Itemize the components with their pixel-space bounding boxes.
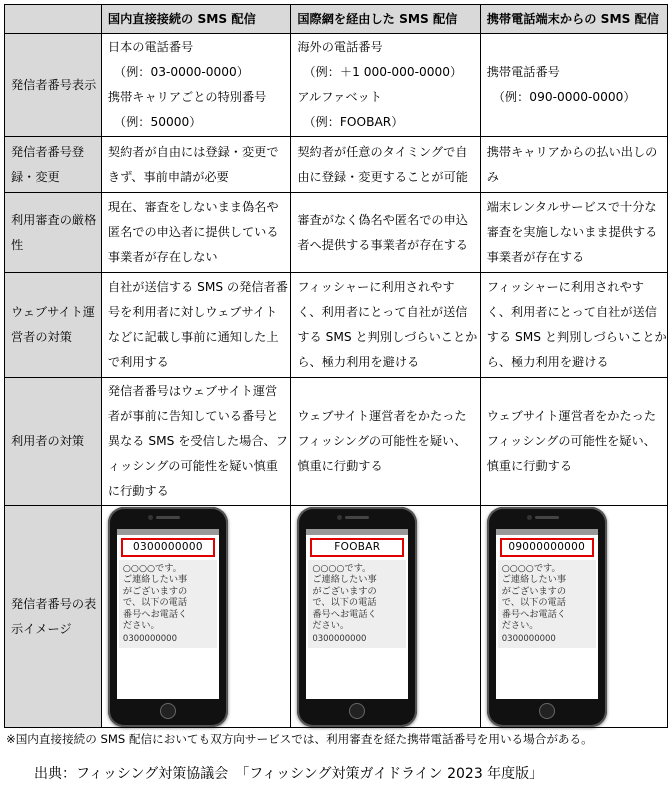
table-cell: ウェブサイト運営者をかたった フィッシングの可能性を疑い、 慎重に行動する — [291, 378, 480, 506]
table-cell: 自社が送信する SMS の発信者番 号を利用者に対しウェブサイト などに記載し事前に通知した上 で利用する — [101, 273, 290, 378]
message-phone-number: 0300000000 — [501, 633, 556, 644]
message-phone-number: 0300000000 — [122, 633, 177, 644]
table-cell: 契約者が自由には登録・変更で きず、事前申請が必要 — [101, 137, 290, 193]
phone-screen — [306, 529, 408, 699]
smartphone-image — [487, 507, 607, 727]
speaker-slot — [535, 516, 559, 519]
table-cell: 審査がなく偽名や匿名での申込 者へ提供する事業者が存在する — [291, 193, 480, 273]
home-button-icon — [349, 703, 365, 719]
row-label: 発信者番号の表 示イメージ — [5, 506, 102, 728]
table-cell: ウェブサイト運営者をかたった フィッシングの可能性を疑い、 慎重に行動する — [480, 378, 667, 506]
corner-header — [5, 5, 102, 34]
row-label: 発信者番号登 録・変更 — [5, 137, 102, 193]
status-bar — [306, 529, 408, 535]
camera-dot — [148, 515, 153, 520]
table-cell: 携帯電話番号 （例：090-0000-0000） — [480, 34, 667, 137]
camera-dot — [337, 515, 342, 520]
table-cell: 現在、審査をしないまま偽名や 匿名での申込者に提供している 事業者が存在しない — [101, 193, 290, 273]
header-international: 国際網を経由した SMS 配信 — [291, 5, 480, 34]
header-row — [5, 5, 668, 34]
phone-cell — [101, 506, 290, 728]
source-citation: 出典：フィッシング対策協議会 「フィッシング対策ガイドライン 2023 年度版」 — [34, 766, 544, 782]
table-row — [5, 378, 668, 506]
smartphone-image — [297, 507, 417, 727]
message-phone-number: 0300000000 — [312, 633, 367, 644]
sender-id-box: 09000000000 — [500, 538, 594, 557]
sms-message: ○○○○です。 ご連絡したい事 がございますの で、以下の電話 番号へお電話く ださい。 0300000000 — [498, 560, 596, 649]
table-cell: フィッシャーに利用されやす く、利用者にとって自社が送信 する SMS と判別しづらいことか ら、極力利用を避ける — [291, 273, 480, 378]
table-cell: 端末レンタルサービスで十分な 審査を実施しないまま提供する 事業者が存在する — [480, 193, 667, 273]
phone-cell — [291, 506, 480, 728]
home-button-icon — [160, 703, 176, 719]
sender-id-box: 0300000000 — [121, 538, 215, 557]
footnote: ※国内直接接続の SMS 配信においても双方向サービスでは、利用審査を経た携帯電話番号を用いる場合がある。 — [6, 732, 593, 746]
sender-id-box: FOOBAR — [310, 538, 404, 557]
sms-message: ○○○○です。 ご連絡したい事 がございますの で、以下の電話 番号へお電話く ださい。 0300000000 — [308, 560, 406, 649]
phone-cell — [480, 506, 667, 728]
comparison-table — [4, 4, 668, 728]
table-cell: 発信者番号はウェブサイト運営 者が事前に告知している番号と 異なる SMS を受信した場合、フ ィッシングの可能性を疑い慎重 に行動する — [101, 378, 290, 506]
status-bar — [117, 529, 219, 535]
table-row-image — [5, 506, 668, 728]
phone-screen — [496, 529, 598, 699]
table-cell: 契約者が任意のタイミングで自 由に登録・変更することが可能 — [291, 137, 480, 193]
table-row — [5, 193, 668, 273]
table-cell: 海外の電話番号 （例：＋1 000-000-0000） アルファベット （例：FOOBAR） — [291, 34, 480, 137]
row-label: ウェブサイト運 営者の対策 — [5, 273, 102, 378]
speaker-slot — [345, 516, 369, 519]
row-label: 利用者の対策 — [5, 378, 102, 506]
home-button-icon — [539, 703, 555, 719]
camera-dot — [527, 515, 532, 520]
table-row — [5, 34, 668, 137]
sms-message: ○○○○です。 ご連絡したい事 がございますの で、以下の電話 番号へお電話く ださい。 0300000000 — [119, 560, 217, 649]
row-label: 利用審査の厳格 性 — [5, 193, 102, 273]
status-bar — [496, 529, 598, 535]
header-domestic: 国内直接接続の SMS 配信 — [101, 5, 290, 34]
table-row — [5, 273, 668, 378]
table-cell: フィッシャーに利用されやす く、利用者にとって自社が送信 する SMS と判別しづらいことか ら、極力利用を避ける — [480, 273, 667, 378]
smartphone-image — [108, 507, 228, 727]
row-label: 発信者番号表示 — [5, 34, 102, 137]
table-cell: 日本の電話番号 （例：03-0000-0000） 携帯キャリアごとの特別番号 （例：50000） — [101, 34, 290, 137]
header-mobile: 携帯電話端末からの SMS 配信 — [480, 5, 667, 34]
table-cell: 携帯キャリアからの払い出しの み — [480, 137, 667, 193]
speaker-slot — [156, 516, 180, 519]
phone-screen — [117, 529, 219, 699]
table-row — [5, 137, 668, 193]
